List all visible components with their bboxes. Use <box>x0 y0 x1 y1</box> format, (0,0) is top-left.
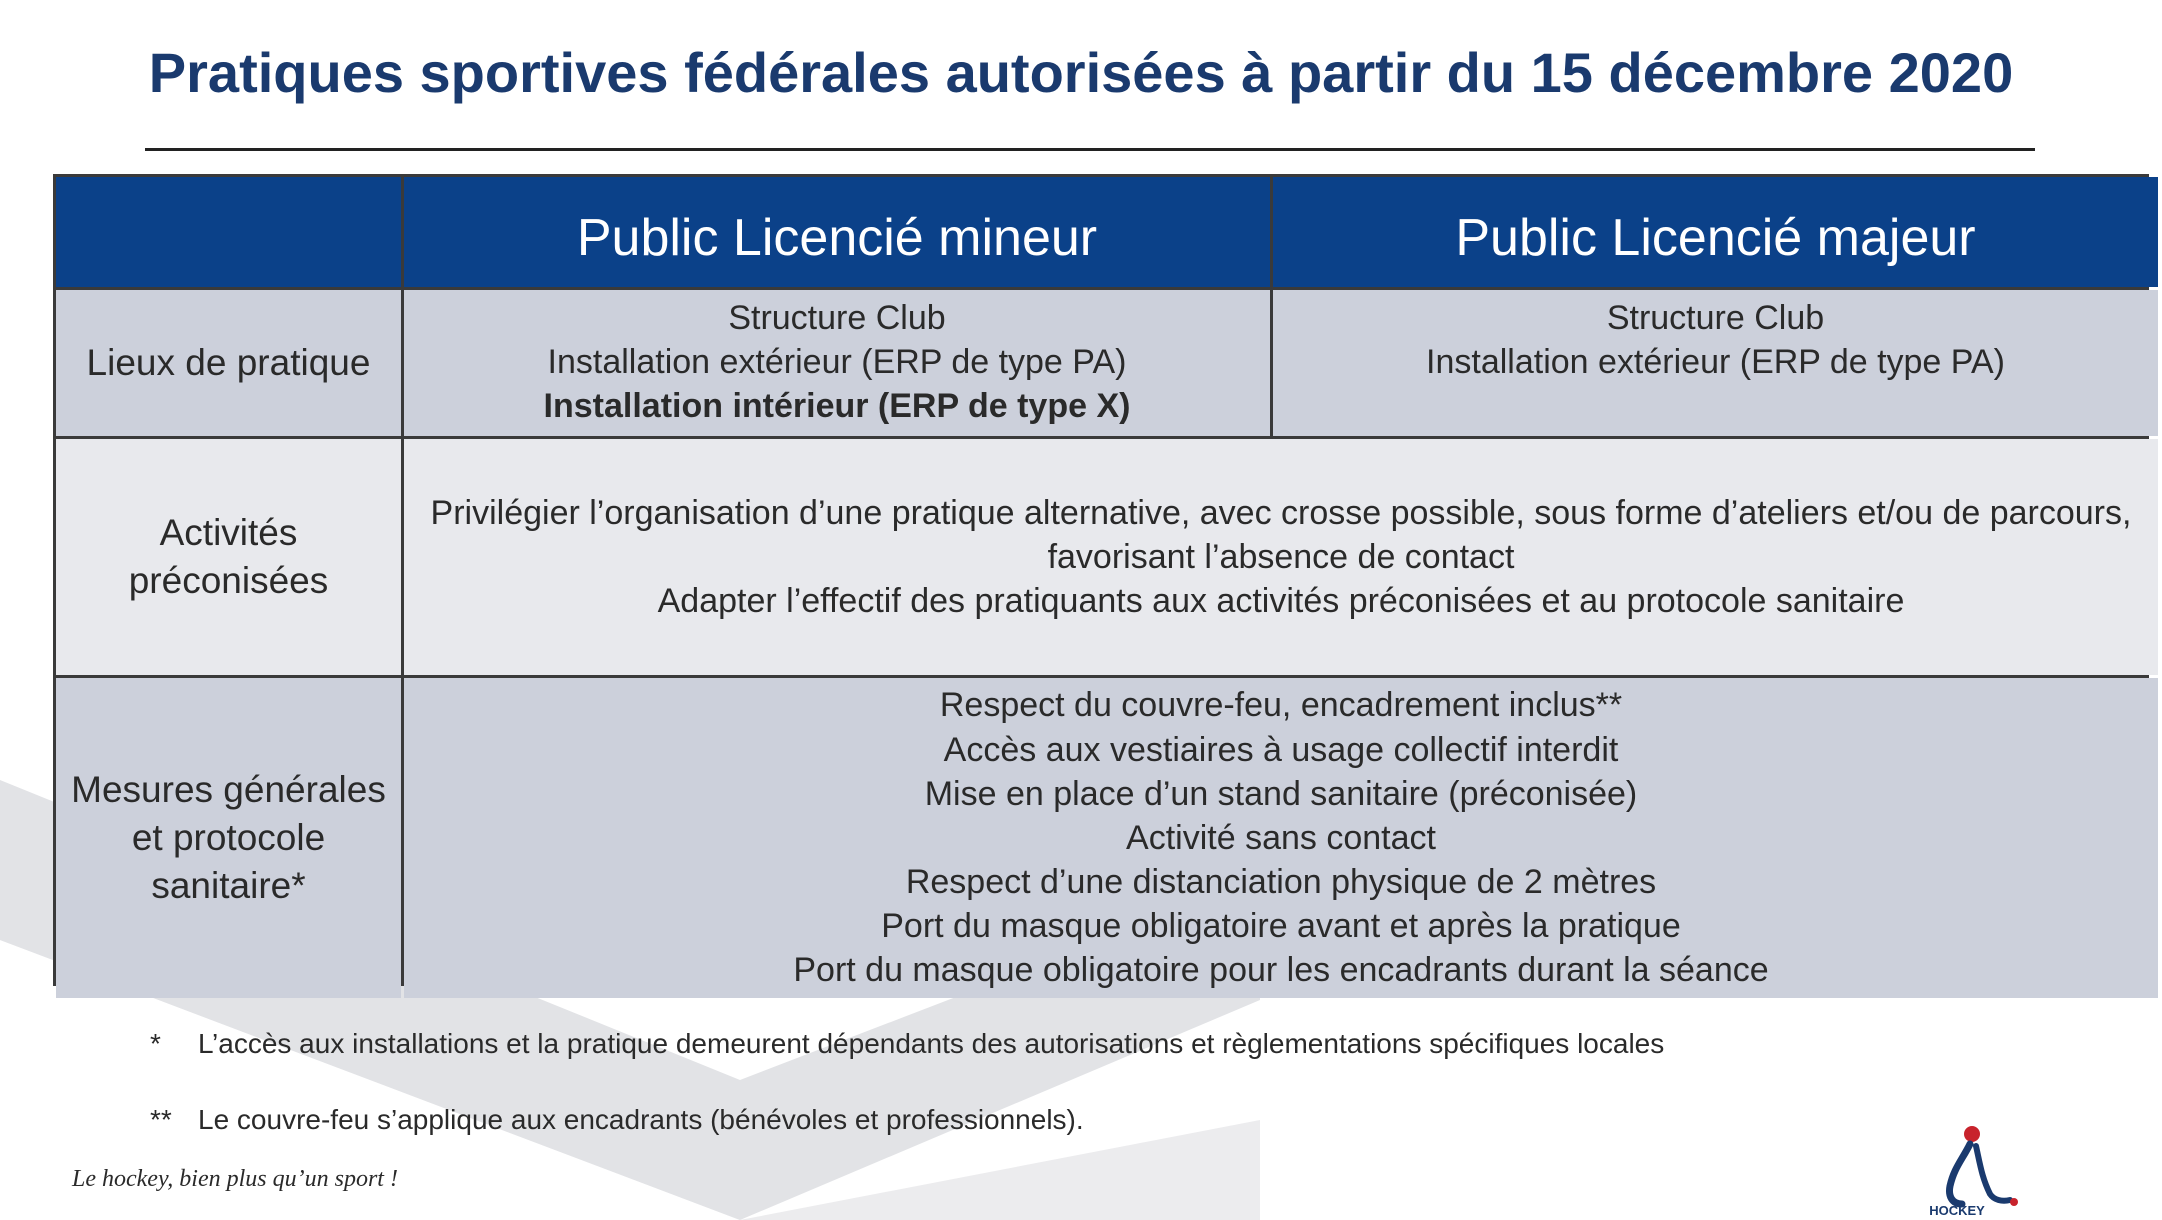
row-label-text: sanitaire* <box>151 865 306 907</box>
list-item: Accès aux vestiaires à usage collectif interdit <box>943 730 1619 769</box>
rules-table <box>53 174 2149 990</box>
row-label-text: et protocole <box>131 816 326 858</box>
page-title: Pratiques sportives fédérales autorisées à partir du 15 décembre 2020 <box>148 41 2014 104</box>
header-mineur: Public Licencié mineur <box>404 177 1270 287</box>
header-majeur: Public Licencié majeur <box>1273 177 2158 287</box>
list-item: Respect du couvre-feu, encadrement inclus** <box>939 686 1623 725</box>
footnote-text: Le couvre-feu s’applique aux encadrants (bénévoles et professionnels). <box>198 1104 1084 1135</box>
list-item: Privilégier l’organisation d’une pratique alternative, avec crosse possible, sous forme d’ateliers et/ou de parcours, <box>430 493 2132 532</box>
row-label-mesures <box>56 678 401 998</box>
list-item: favorisant l’absence de contact <box>1047 537 1515 576</box>
lieux-majeur-cell <box>1273 290 2158 436</box>
header-empty <box>56 177 401 287</box>
logo-text: HOCKEY <box>1929 1203 1985 1218</box>
row-label-lieux <box>56 290 401 436</box>
list-item: Activité sans contact <box>1126 818 1436 857</box>
list-item: Mise en place d’un stand sanitaire (préconisée) <box>924 774 1638 813</box>
list-item: Installation extérieur (ERP de type PA) <box>547 343 1127 382</box>
row-label-text: Activités <box>159 511 298 553</box>
row-label-text: préconisées <box>128 560 329 601</box>
title-divider <box>145 148 2035 151</box>
list-item: Structure Club <box>728 299 946 337</box>
tagline: Le hockey, bien plus qu’un sport ! <box>72 1166 398 1192</box>
list-item: Port du masque obligatoire avant et après la pratique <box>881 907 1681 946</box>
row-label-text: Mesures générales <box>71 768 386 810</box>
list-item: Structure Club <box>1606 299 1825 337</box>
mesures-content-cell <box>404 678 2158 998</box>
lieux-mineur-cell <box>404 290 1270 436</box>
footnote-text: L’accès aux installations et la pratique demeurent dépendants des autorisations et règlementations spécifiques locales <box>198 1028 1665 1059</box>
footnote-2 <box>150 1104 1084 1136</box>
list-item: Port du masque obligatoire pour les encadrants durant la séance <box>793 951 1769 990</box>
list-item: Respect d’une distanciation physique de 2 mètres <box>905 863 1657 902</box>
list-item: Installation intérieur (ERP de type X) <box>543 387 1131 426</box>
list-item: Adapter l’effectif des pratiquants aux activités préconisées et au protocole sanitaire <box>657 582 1905 621</box>
footnote-mark: * <box>150 1028 161 1059</box>
row-label-activites <box>56 439 401 675</box>
activites-content-cell <box>404 439 2158 675</box>
list-item: Installation extérieur (ERP de type PA) <box>1426 343 2005 382</box>
footnote-1 <box>150 1028 1664 1060</box>
footnote-mark: ** <box>150 1104 172 1135</box>
row-label-text: Lieux de pratique <box>86 341 371 383</box>
